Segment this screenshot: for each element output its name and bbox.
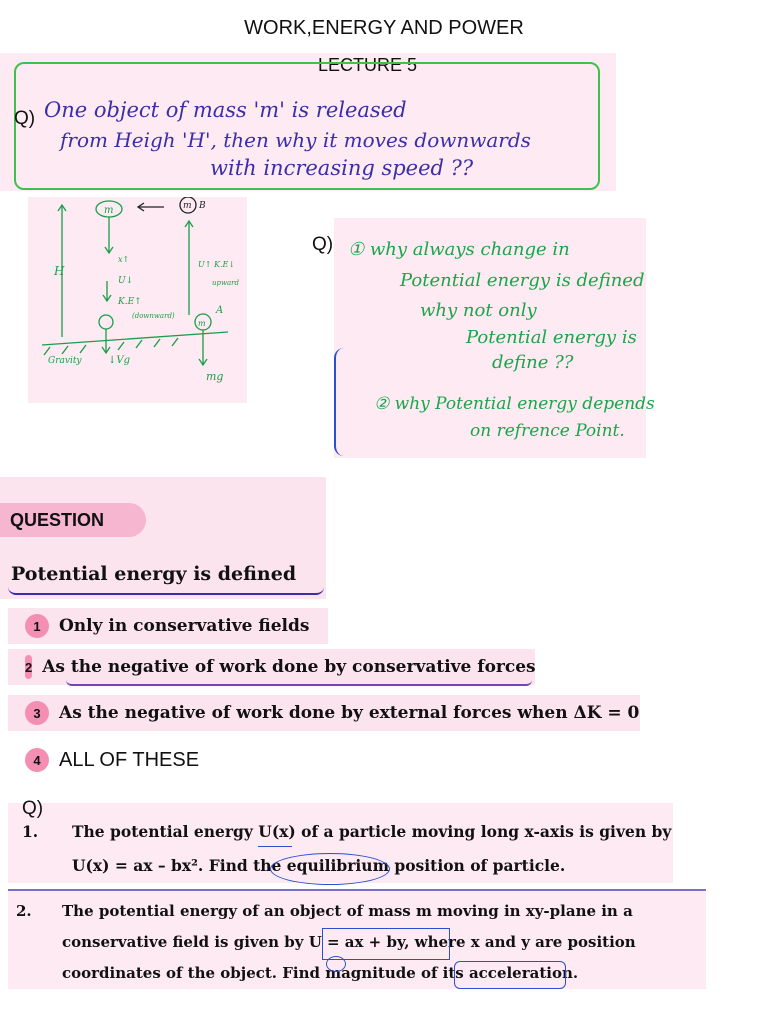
mcq-stem: Potential energy is defined: [11, 563, 297, 585]
diagram-a: A: [216, 305, 224, 316]
problem-1-line-2: U(x) = ax – bx². Find the equilibrium position of particle.: [72, 856, 566, 875]
option-3-text: As the negative of work done by external forces when ΔK = 0: [59, 703, 640, 723]
diagram-ket: K.E↑: [118, 297, 142, 307]
stem-underline: [8, 587, 324, 595]
falling-object-diagram: [28, 197, 247, 403]
diagram-mass-top: m: [104, 205, 114, 216]
option-2-text: As the negative of work done by conservative forces: [42, 657, 536, 677]
problem-2-number: 2.: [16, 902, 32, 920]
problem-1-line-1: The potential energy U(x) of a particle moving long x-axis is given by: [72, 822, 672, 841]
diagram-upward: upward: [212, 279, 239, 287]
x-mark: [326, 956, 346, 972]
q2-line-7: on refrence Point.: [470, 421, 625, 441]
option-2-number: 2: [25, 655, 32, 679]
q2-line-6: ② why Potential energy depends: [374, 394, 655, 414]
page-title: WORK,ENERGY AND POWER: [244, 17, 524, 39]
diagram-mg: mg: [206, 370, 224, 383]
diagram-svg: [28, 197, 247, 403]
q2-line-4: Potential energy is: [466, 327, 637, 348]
diagram-mass-a: m: [198, 319, 206, 328]
equilibrium-circle: [270, 853, 390, 885]
q1-line-3: with increasing speed ??: [210, 156, 474, 180]
q1-line-1: One object of mass 'm' is released: [44, 98, 407, 122]
ux-underline: [258, 846, 292, 847]
option-1[interactable]: [8, 608, 328, 644]
option-3[interactable]: [8, 695, 640, 731]
problem-2-line-3: coordinates of the object. Find magnitude of its acceleration.: [62, 964, 579, 982]
option-1-number: 1: [25, 614, 49, 638]
option-4[interactable]: [8, 742, 238, 778]
lecture-label: LECTURE 5: [317, 55, 418, 75]
q1-line-2: from Heigh 'H', then why it moves downwards: [60, 128, 531, 152]
option-3-number: 3: [25, 701, 49, 725]
option-4-number: 4: [25, 748, 49, 772]
q3-label: Q): [22, 798, 44, 819]
q2-line-2: Potential energy is defined: [400, 270, 645, 291]
potential-box: [322, 928, 450, 960]
q2-label: Q): [312, 234, 334, 255]
q1-label: Q): [14, 108, 36, 129]
option-1-text: Only in conservative fields: [59, 616, 310, 636]
diagram-vg: ↓Vg: [108, 355, 131, 366]
diagram-ud: U↓: [118, 276, 134, 286]
diagram-mass-b: m: [183, 201, 192, 211]
q2-margin-arc: [334, 348, 344, 456]
diagram-h: H: [54, 264, 65, 278]
question-badge: QUESTION: [0, 503, 146, 537]
diagram-ukej: U↑ K.E↓: [198, 260, 236, 269]
acceleration-box: [454, 961, 566, 989]
diagram-down: (downward): [132, 312, 175, 320]
option-2-underline: [66, 680, 532, 686]
q2-line-5: define ??: [492, 352, 574, 373]
diagram-gravity: Gravity: [48, 356, 82, 366]
problem-1-number: 1.: [22, 822, 39, 841]
diagram-b: B: [199, 201, 206, 211]
problem-2-line-1: The potential energy of an object of mass m moving in xy-plane in a: [62, 902, 633, 920]
option-4-text: ALL OF THESE: [59, 748, 200, 771]
q2-line-1: ① why always change in: [348, 239, 570, 260]
problem-2-line-2: conservative field is given by U = ax + by, where x and y are position: [62, 933, 636, 951]
diagram-x: x↑: [118, 255, 130, 264]
q2-line-3: why not only: [420, 300, 537, 321]
